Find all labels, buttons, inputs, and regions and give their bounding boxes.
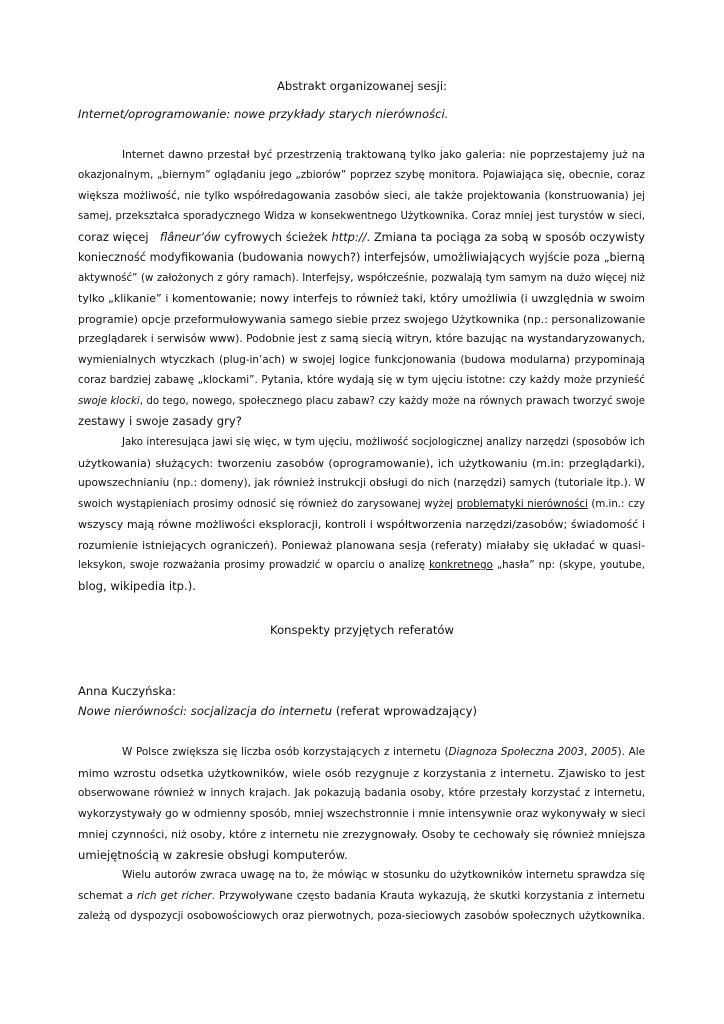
- text-line: Jako interesująca jawi się więc, w tym ujęciu, możliwość socjologicznej analizy narzędzi (sposobów ich: [122, 437, 645, 448]
- text-line: użytkowania) służących: tworzeniu zasobów (oprogramowanie), ich użytkowaniu (m.in: przeglądarki),: [78, 457, 645, 470]
- paper-title: Nowe nierówności: socjalizacja do internetu (referat wprowadzający): [78, 704, 478, 718]
- text-line: coraz bardziej zabawę „klockami”. Pytania, które wydają się w tym ujęciu istotne: czy każdy może przynieść: [78, 374, 645, 386]
- text-line: zestawy i swoje zasady gry?: [78, 414, 242, 428]
- text-line: swoje klocki, do tego, nowego, społecznego placu zabaw? czy każdy może na równych prawach tworzyć swoje: [78, 396, 645, 407]
- text-line: obserwowane również w innych krajach. Jak pokazują badania osoby, które przestały korzystać z internetu,: [78, 787, 645, 799]
- underlined-phrase: problematyki nierówności: [456, 499, 588, 510]
- paper-author: Anna Kuczyńska:: [78, 684, 177, 698]
- section-heading: Konspekty przyjętych referatów: [270, 623, 454, 637]
- text-line: schemat a rich get richer. Przywoływane często badania Krauta wykazują, że skutki korzystania z internetu: [78, 890, 645, 902]
- text-line: swoich wystąpieniach prosimy odnosić się również do zarysowanej wyżej problematyki nierówności (m.in.: czy: [78, 499, 645, 510]
- text-line: umiejętnością w zakresie obsługi komputerów.: [78, 848, 348, 862]
- text-line: Wielu autorów zwraca uwagę na to, że mówiąc w stosunku do użytkowników internetu sprawdza się: [122, 869, 645, 881]
- text-line: większa możliwość, nie tylko współredagowania zasobów sieci, ale także projektowania (konstruowania) jej: [78, 190, 645, 202]
- text-line: Internet dawno przestał być przestrzenią traktowaną tylko jako galeria: nie poprzestajemy już na: [122, 149, 645, 161]
- text-line: przeglądarek i serwisów www). Podobnie jest z samą siecią witryn, które bazując na wystandaryzowanych,: [78, 333, 645, 345]
- text-line: samej, przekształca sporadycznego Widza w konsekwentnego Użytkownika. Coraz mniej jest turystów w sieci,: [78, 211, 645, 222]
- text-line: aktywność” (w założonych z góry ramach). Interfejsy, współcześnie, pozwalają tym samym na dużo więcej niż: [78, 273, 645, 284]
- text-line: okazjonalnym, „biernym” oglądaniu jego „zbiorów” poprzez szybę monitora. Pojawiająca się, obecnie, coraz: [78, 169, 645, 181]
- text-line: upowszechnianiu (np.: domeny), jak również instrukcji obsługi do nich (narzędzi) samych (tutoriale itp.). W: [78, 477, 645, 489]
- text-line: konieczność modyfikowania (budowania nowych?) interfejsów, umożliwiających wyjście poza „bierną: [78, 251, 645, 264]
- abstract-heading: Abstrakt organizowanej sesji:: [276, 79, 448, 93]
- text-line: blog, wikipedia itp.).: [78, 579, 196, 593]
- text-line: wszyscy mają równe możliwości eksploracji, kontroli i współtworzenia narzędzi/zasobów; świadomość i: [78, 518, 645, 531]
- text-line: coraz więcej flâneur’ów cyfrowych ścieżek http://. Zmiana ta pociąga za sobą w sposób oczywisty: [78, 230, 645, 244]
- text-line: zależą od dyspozycji osobowościowych oraz pierwotnych, poza-sieciowych zasobów społecznych użytkownika.: [78, 911, 645, 922]
- text-line: wykorzystywały go w odmienny sposób, mniej wszechstronnie i mnie intensywnie oraz wykonywały w sieci: [78, 808, 646, 820]
- text-line: rozumienie istniejących ograniczeń). Ponieważ planowana sesja (referaty) miałaby się układać w quasi-: [78, 539, 645, 552]
- text-line: leksykon, swoje rozważania prosimy prowadzić w oparciu o analizę konkretnego „hasła” np: (skype, youtube,: [78, 560, 645, 571]
- text-line: W Polsce zwiększa się liczba osób korzystających z internetu (Diagnoza Społeczna 2003, 2005). Ale: [122, 746, 645, 758]
- text-line: wymienialnych wtyczkach (plug-in’ach) w swojej logice funkcjonowania (budowa modularna) przypominają: [78, 354, 645, 366]
- text-line: tylko „klikanie” i komentowanie; nowy interfejs to również taki, który umożliwia (i uwzględnia w swoim: [78, 292, 645, 305]
- text-line: programie) opcje przeformułowywania samego siebie przez swojego Użytkownika (np.: personalizowanie: [78, 313, 646, 326]
- text-line: mniej czynności, niż osoby, które z internetu nie zrezygnowały. Osoby te cechowały się również mniejsza: [78, 828, 646, 841]
- text-line: mimo wzrostu odsetka użytkowników, wiele osób rezygnuje z korzystania z internetu. Zjawisko to jest: [78, 767, 645, 780]
- underlined-phrase: konkretnego: [429, 560, 493, 571]
- abstract-subtitle: Internet/oprogramowanie: nowe przykłady starych nierówności.: [78, 107, 449, 121]
